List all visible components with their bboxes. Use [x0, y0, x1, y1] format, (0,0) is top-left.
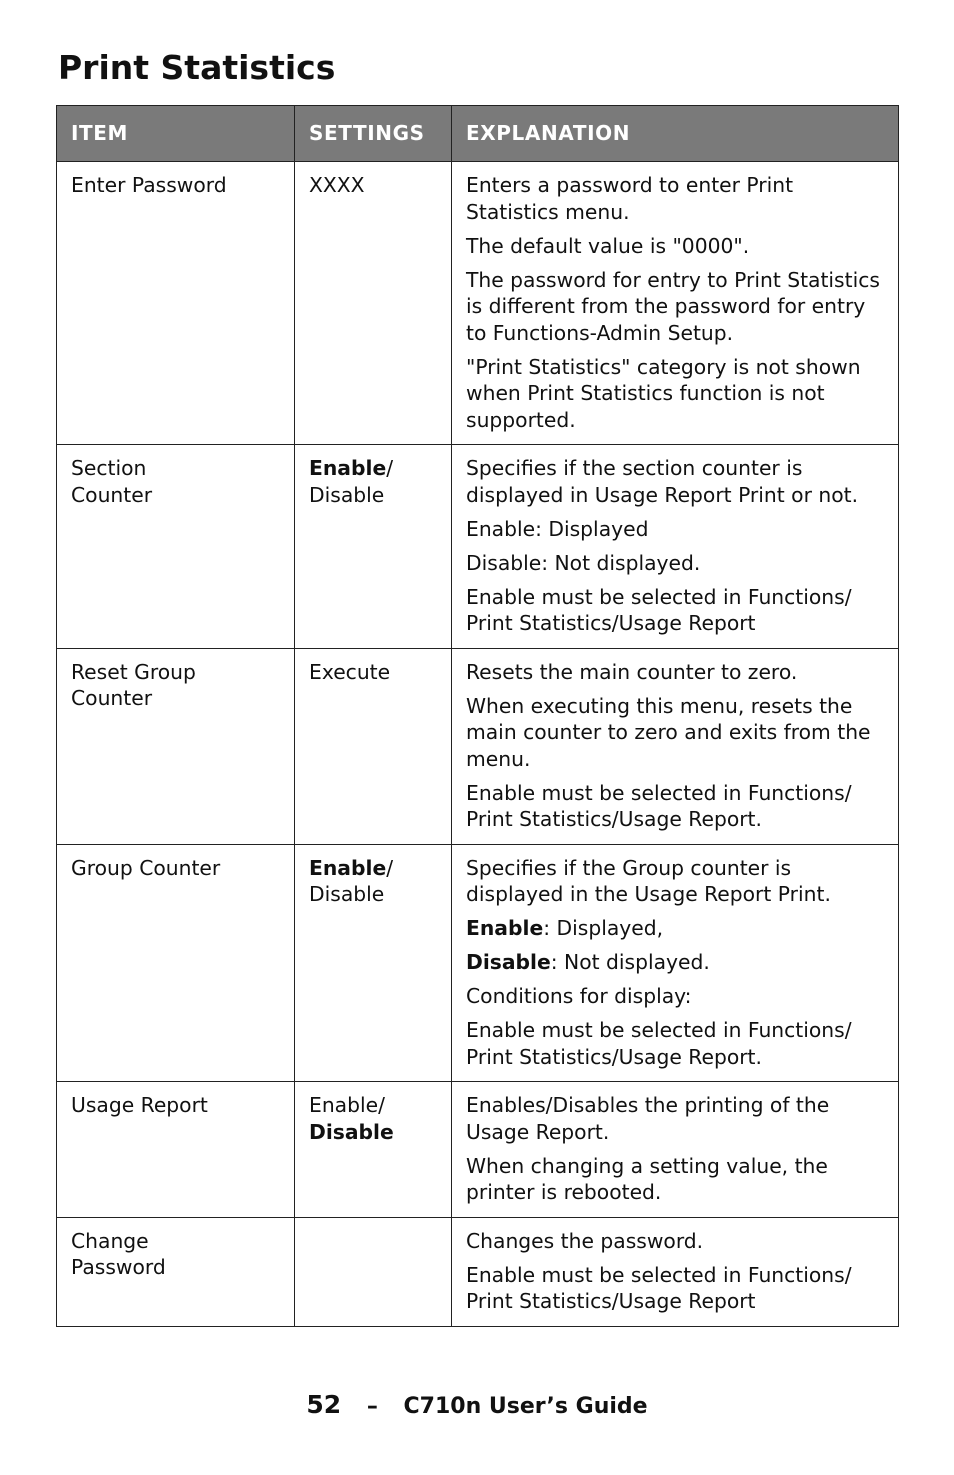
explanation-line: Resets the main counter to zero.	[466, 659, 798, 684]
page-footer	[0, 1390, 954, 1419]
item-cell	[57, 445, 295, 649]
item-cell	[57, 1082, 295, 1218]
explanation-line: Specifies if the section counter is displayed in Usage Report Print or not.	[466, 456, 859, 507]
item-text: Counter	[71, 686, 153, 710]
table-row	[57, 1082, 899, 1218]
item-cell	[57, 162, 295, 445]
table-header-row	[57, 106, 899, 162]
table-row	[57, 1217, 899, 1326]
table-row	[57, 648, 899, 844]
guide-title: C710n User’s Guide	[403, 1394, 648, 1419]
explanation-term: Enable	[466, 916, 544, 940]
explanation-line: Disable: Not displayed.	[466, 550, 701, 575]
explanation-line: The default value is "0000".	[466, 233, 750, 258]
explanation-line: Conditions for display:	[466, 984, 692, 1008]
settings-value: Enable/	[309, 1093, 385, 1117]
item-text: Counter	[71, 482, 153, 507]
explanation-line: Enable must be selected in Functions/ Print Statistics/Usage Report.	[466, 780, 852, 831]
explanation-line	[466, 949, 884, 976]
settings-default-value: Enable	[309, 456, 387, 480]
settings-default-value: Disable	[309, 1119, 394, 1144]
explanation-cell	[452, 162, 899, 445]
explanation-line	[466, 915, 884, 942]
explanation-line: When changing a setting value, the printer is rebooted.	[466, 1153, 828, 1204]
column-header-settings: SETTINGS	[295, 106, 452, 162]
settings-cell	[295, 844, 452, 1082]
column-header-explanation: EXPLANATION	[452, 106, 899, 162]
settings-value: Disable	[309, 882, 385, 906]
explanation-term-text: : Not displayed.	[550, 950, 710, 974]
explanation-term-text: : Displayed,	[543, 916, 664, 940]
explanation-cell	[452, 445, 899, 649]
settings-separator: /	[386, 855, 394, 880]
item-text: Reset Group	[71, 659, 196, 684]
explanation-term: Disable	[466, 950, 551, 974]
explanation-line: Enable must be selected in Functions/ Print Statistics/Usage Report	[466, 584, 852, 635]
item-text: Group Counter	[71, 855, 221, 880]
item-cell	[57, 1217, 295, 1326]
settings-cell	[295, 162, 452, 445]
explanation-line: When executing this menu, resets the main counter to zero and exits from the menu.	[466, 693, 871, 771]
item-cell	[57, 648, 295, 844]
explanation-line: Enables/Disables the printing of the Usage Report.	[466, 1093, 830, 1144]
item-text: Password	[71, 1255, 166, 1279]
explanation-line: Enable must be selected in Functions/ Print Statistics/Usage Report	[466, 1262, 852, 1313]
settings-cell	[295, 445, 452, 649]
explanation-line: Changes the password.	[466, 1228, 704, 1253]
settings-value: XXXX	[309, 173, 365, 197]
explanation-cell	[452, 1217, 899, 1326]
item-text: Section	[71, 456, 147, 480]
explanation-line: Enable must be selected in Functions/ Print Statistics/Usage Report.	[466, 1018, 852, 1069]
explanation-cell	[452, 648, 899, 844]
footer-separator: –	[366, 1394, 378, 1419]
explanation-line: "Print Statistics" category is not shown when Print Statistics function is not supported.	[466, 354, 861, 432]
page-title: Print Statistics	[58, 48, 336, 87]
explanation-line: Enable: Displayed	[466, 516, 649, 541]
table-row	[57, 162, 899, 445]
settings-cell	[295, 1217, 452, 1326]
settings-default-value: Enable	[309, 855, 387, 880]
settings-cell	[295, 648, 452, 844]
table-row	[57, 445, 899, 649]
settings-cell	[295, 1082, 452, 1218]
table-row	[57, 844, 899, 1082]
item-cell	[57, 844, 295, 1082]
settings-value: Disable	[309, 482, 385, 507]
settings-value: Execute	[309, 659, 391, 684]
explanation-line: The password for entry to Print Statistics is different from the password for entry to Functions-Admin Setup.	[466, 267, 880, 345]
item-text: Enter Password	[71, 173, 227, 197]
explanation-line: Specifies if the Group counter is displayed in the Usage Report Print.	[466, 855, 831, 906]
explanation-cell	[452, 844, 899, 1082]
page-number: 52	[306, 1390, 342, 1419]
explanation-line: Enters a password to enter Print Statistics menu.	[466, 173, 794, 224]
print-statistics-table	[56, 105, 899, 1327]
explanation-cell	[452, 1082, 899, 1218]
column-header-item: ITEM	[57, 106, 295, 162]
item-text: Usage Report	[71, 1093, 208, 1117]
settings-separator: /	[386, 456, 394, 480]
item-text: Change	[71, 1228, 149, 1253]
